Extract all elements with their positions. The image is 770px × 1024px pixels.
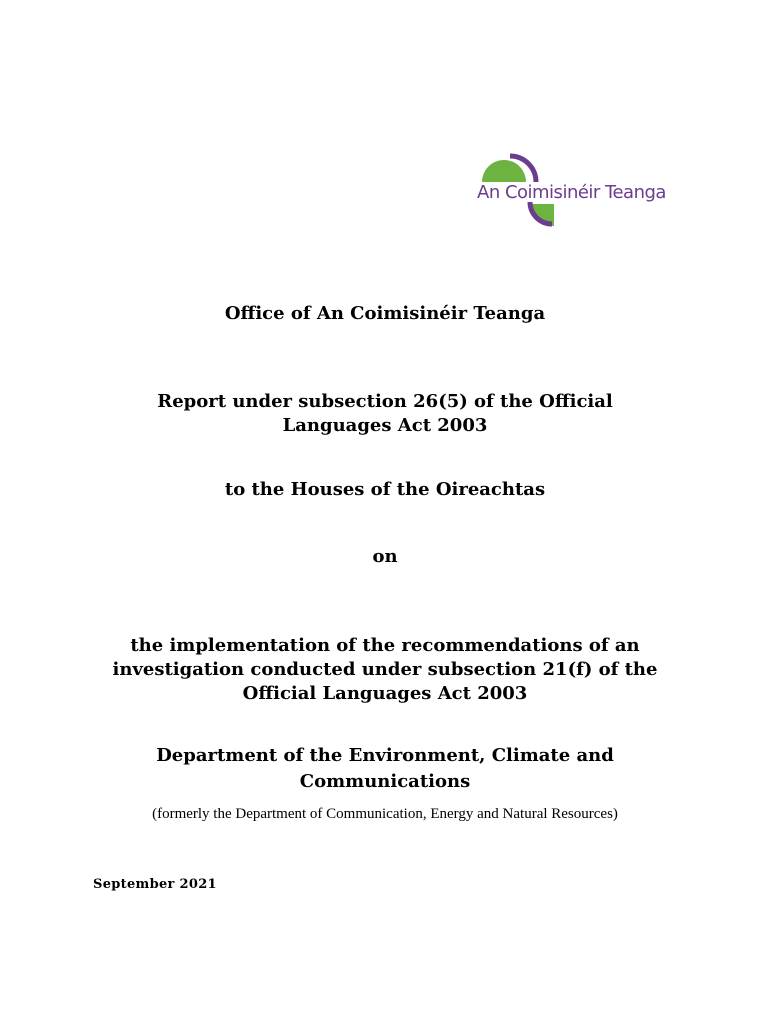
- report-heading: [0, 390, 770, 438]
- report-date: September 2021: [93, 877, 217, 892]
- former-name-note: (formerly the Department of Communication, Energy and Natural Resources): [152, 806, 618, 822]
- department-line-2: Communications: [299, 771, 471, 792]
- subject-line-3: Official Languages Act 2003: [242, 683, 528, 704]
- coimisineir-logo: [474, 152, 674, 232]
- logo-text: An Coimisinéir Teanga: [477, 182, 666, 203]
- report-heading-line-2: Languages Act 2003: [282, 415, 488, 436]
- department-heading: [0, 743, 770, 795]
- subject-line-1: the implementation of the recommendations of an: [130, 635, 640, 656]
- report-heading-line-1: Report under subsection 26(5) of the Official: [157, 391, 613, 412]
- subject-line-2: investigation conducted under subsection 21(f) of the: [112, 659, 658, 680]
- recipient-line: to the Houses of the Oireachtas: [224, 479, 546, 500]
- department-line-1: Department of the Environment, Climate and: [156, 745, 614, 766]
- office-title: Office of An Coimisinéir Teanga: [224, 303, 546, 324]
- connector-word: on: [372, 546, 398, 567]
- subject-heading: [0, 634, 770, 706]
